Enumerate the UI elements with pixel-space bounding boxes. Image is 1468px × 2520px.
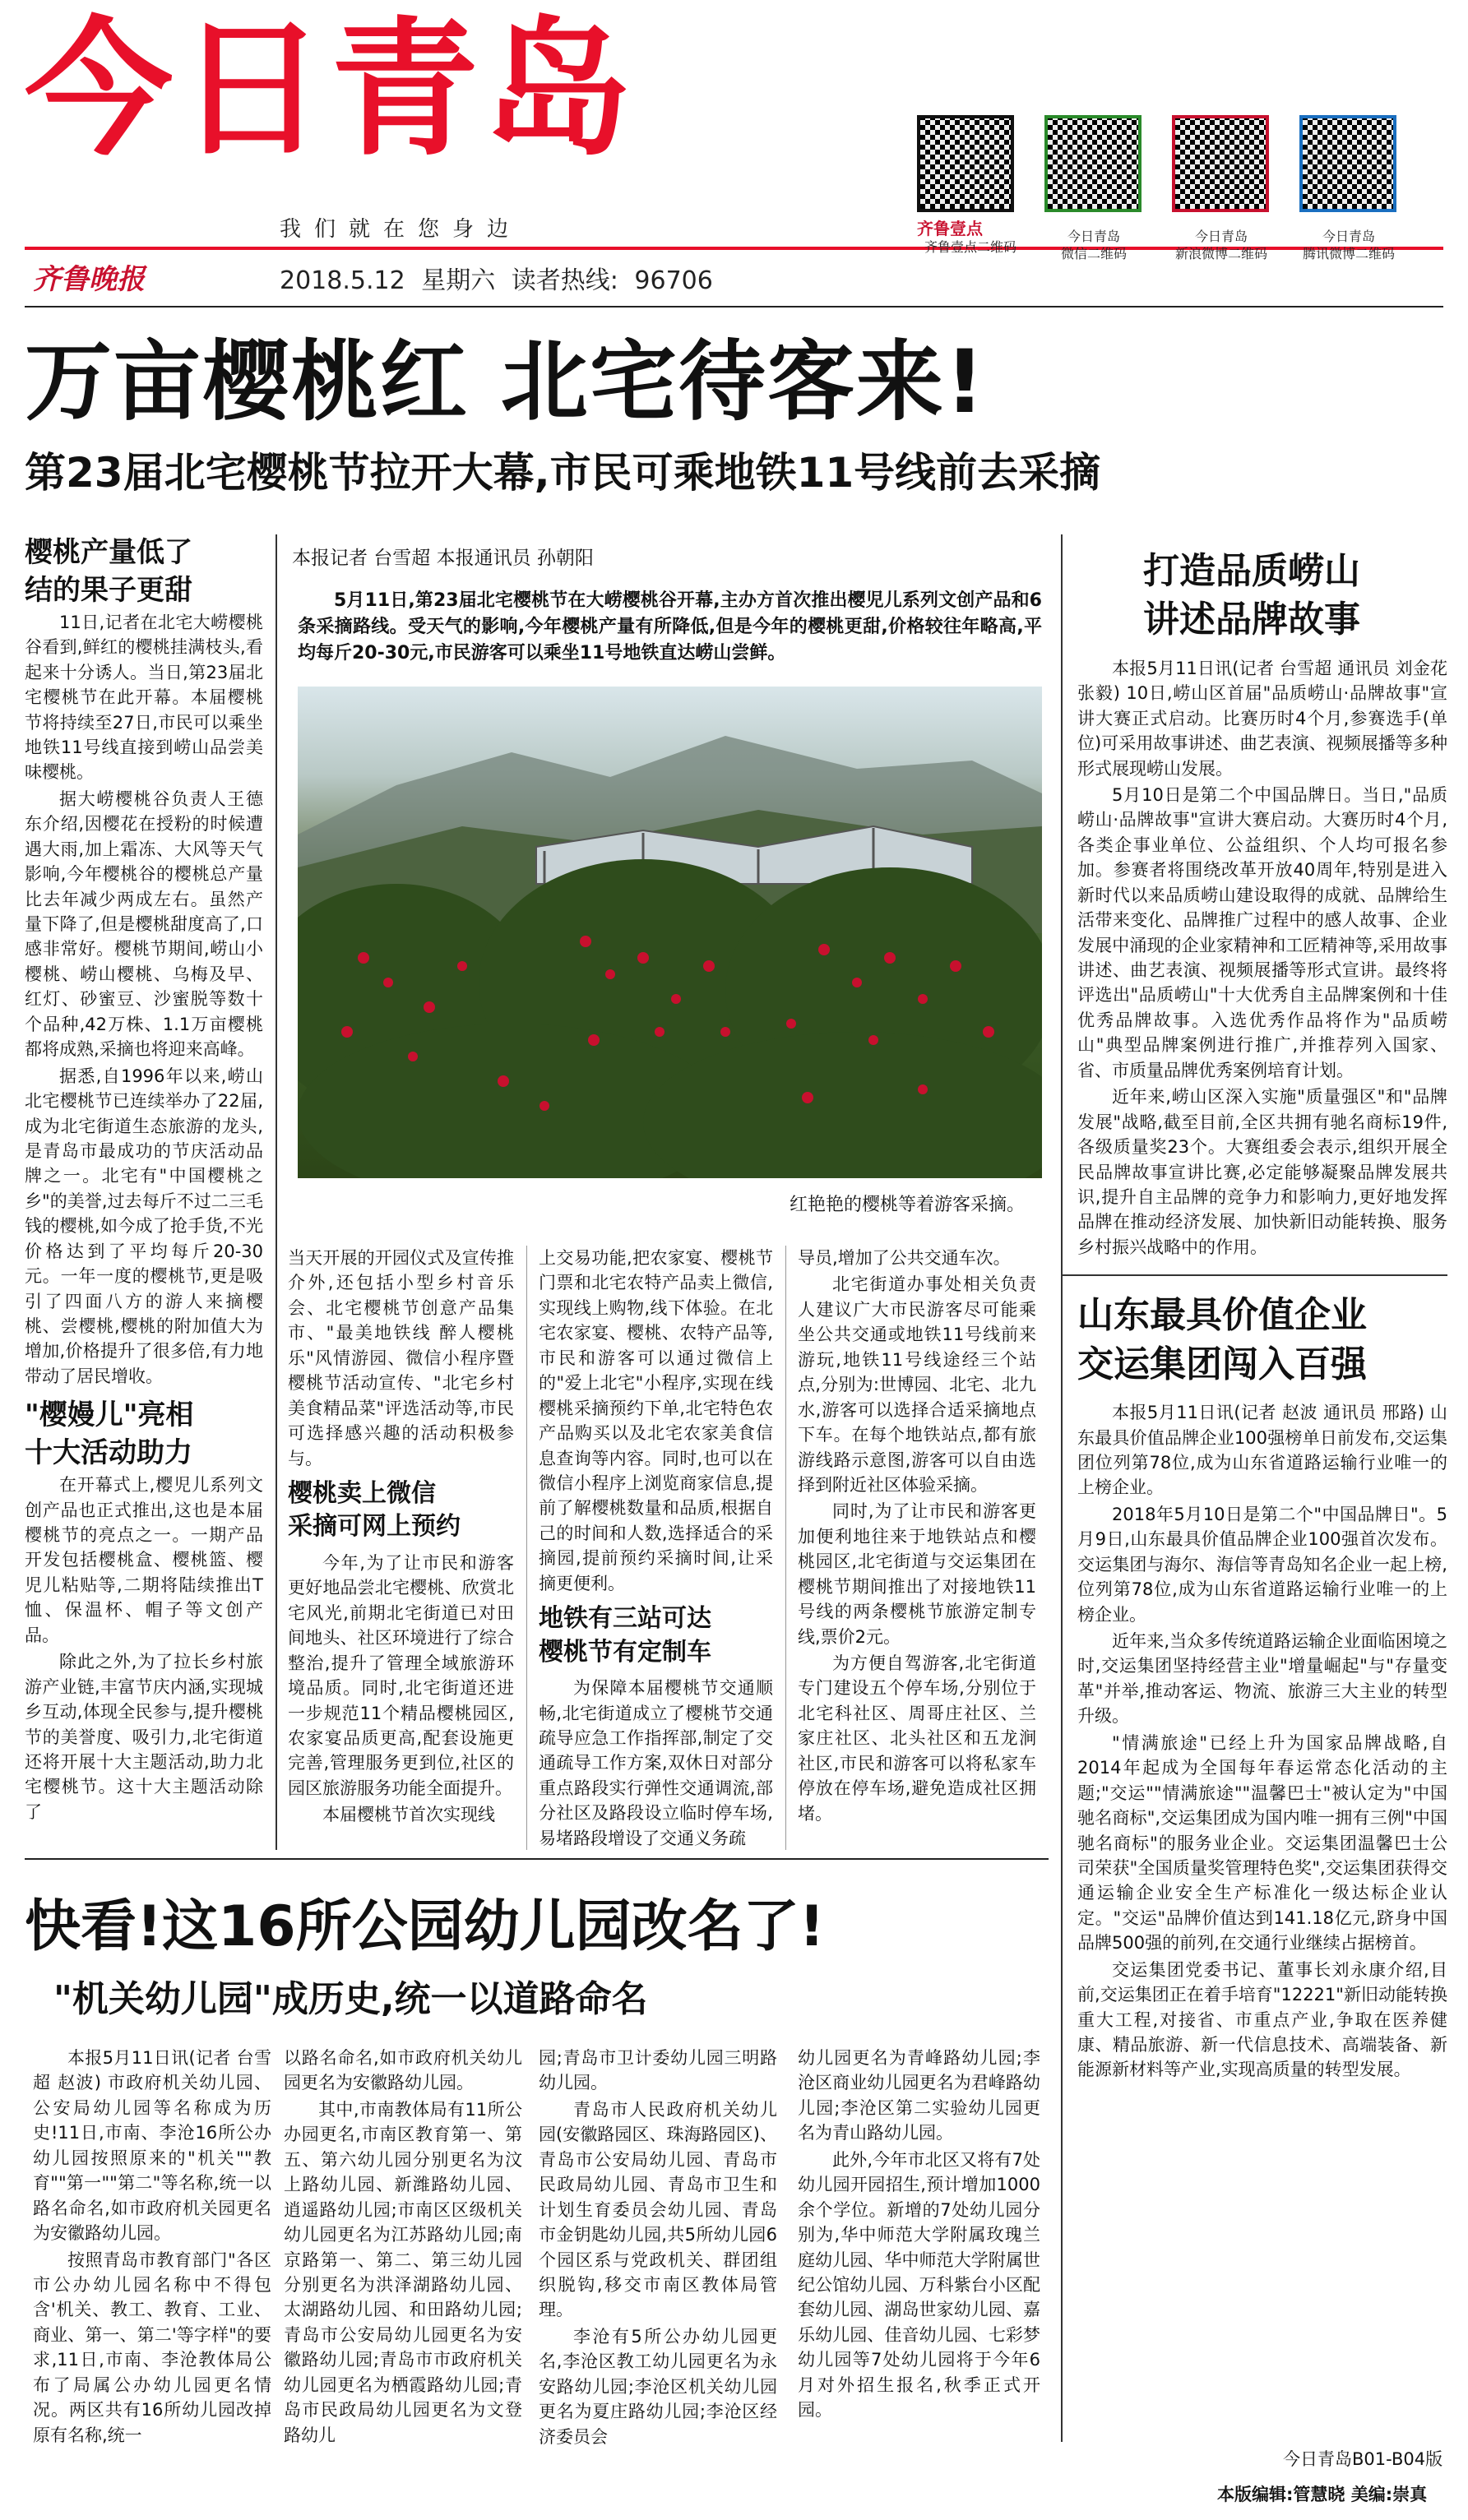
paragraph: 幼儿园更名为青峰路幼儿园;李沧区商业幼儿园更名为君峰路幼儿园;李沧区第二实验幼儿园更名为青山路幼儿园。	[798, 2048, 1040, 2143]
article-body	[25, 1473, 263, 1824]
qr-block-1	[917, 115, 1024, 257]
article-body	[539, 1676, 773, 1851]
article-body	[284, 2046, 522, 2448]
paragraph: 同时,为了让市民和游客更加便利地往来于地铁站点和樱桃园区,北宅街道与交运集团在樱桃节期间推出了对接地铁11号线的两条樱桃节旅游定制专线,票价2元。	[798, 1501, 1036, 1647]
qr-caption: 今日青岛	[1194, 229, 1248, 244]
paragraph: 在开幕式上,樱児儿系列文创产品也正式推出,这也是本届樱桃节的亮点之一。一期产品开发包括樱桃盒、樱桃篮、樱児儿粘贴等,二期将陆续推出T恤、保温杯、帽子等文创产品。	[25, 1475, 263, 1645]
right-column-rule	[1061, 534, 1063, 2442]
paragraph: 为保障本届樱桃节交通顺畅,北宅街道成立了樱桃节交通疏导应急工作指挥部,制定了交通疏导工作方案,双休日对部分重点路段实行弹性交通调流,部分社区及路段设立临时停车场,易堵路段增设了交通义务疏	[539, 1678, 773, 1848]
paragraph: 园;青岛市卫计委幼儿园三明路幼儿园。	[539, 2048, 777, 2093]
paragraph: 11日,记者在北宅大崂樱桃谷看到,鲜红的樱桃挂满枝头,看起来十分诱人。当日,第23届北宅樱桃节在此开幕。本届樱桃节将持续至27日,市民可以乘坐地铁11号线直接到崂山品尝美味樱桃。	[25, 612, 263, 783]
paragraph: 近年来,崂山区深入实施"质量强区"和"品牌发展"战略,截至目前,全区共拥有驰名商标19件,各级质量奖23个。大赛组委会表示,组织开展全民品牌故事宣讲比赛,必定能够凝聚品牌发展共识,提升自主品牌的竞争力和影响力,更好地发挥品牌在推动经济发展、加快新旧动能转换、服务乡村振兴战略中的作用。	[1077, 1087, 1447, 1257]
paragraph: 北宅街道办事处相关负责人建议广大市民游客尽可能乘坐公共交通或地铁11号线前来游玩,地铁11号线途经三个站点,分别为:世博园、北宅、北九水,游客可以选择合适采摘地点下车。在每个地铁站点,都有旅游线路示意图,游客可以自由选择到附近社区体验采摘。	[798, 1274, 1036, 1495]
second-subheadline: "机关幼儿园"成历史,统一以道路命名	[53, 1978, 648, 2020]
paragraph: 按照青岛市教育部门"各区市公办幼儿园名称中不得包含'机关、教工、教育、工业、商业、第一、第二'等字样"的要求,11日,市南、李沧教体局公布了局属公办幼儿园更名情况。两区共有16所幼儿园改掉原有名称,统一	[33, 2250, 271, 2445]
article-body	[25, 610, 263, 1389]
article-body	[798, 1246, 1036, 1826]
paragraph: 5月11日,第23届北宅樱桃节在大崂樱桃谷开幕,主办方首次推出樱児儿系列文创产品和6条采摘路线。受天气的影响,今年樱桃产量有所降低,但是今年的樱桃更甜,价格较往年略高,平均每斤20-30元,市民游客可以乘坐11号地铁直达崂山尝鲜。	[298, 590, 1042, 664]
second-column-2	[284, 2046, 522, 2449]
qr-caption: 今日青岛	[1322, 229, 1375, 244]
paragraph: 近年来,当众多传统道路运输企业面临困境之时,交运集团坚持经营主业"增量崛起"与"存量变革"并举,推动客运、物流、旅游三大主业的转型升级。	[1077, 1631, 1447, 1727]
right-column	[1077, 547, 1447, 2084]
paper-name: 齐鲁晚报	[33, 263, 145, 296]
lead-column-3	[539, 1246, 773, 1852]
photo-illustration	[298, 687, 1042, 1178]
lead-column-2	[288, 1246, 514, 1829]
paragraph: 据大崂樱桃谷负责人王德东介绍,因樱花在授粉的时候遭遇大雨,加上霜冻、大风等天气影响,今年樱桃谷的樱桃总产量比去年减少两成左右。虽然产量下降了,但是樱桃甜度高了,口感非常好。樱桃节期间,崂山小樱桃、崂山樱桃、乌梅及早、红灯、砂蜜豆、沙蜜脱等数十个品种,42万株、1.1万亩樱桃都将成熟,采摘也将迎来高峰。	[25, 788, 263, 1060]
article-body	[33, 2046, 271, 2448]
second-column-4	[798, 2046, 1040, 2425]
header-divider	[25, 306, 1443, 307]
paragraph: 据悉,自1996年以来,崂山北宅樱桃节已连续举办了22届,成为北宅街道生态旅游的龙头,是青岛市最成功的节庆活动品牌之一。北宅有"中国樱桃之乡"的美誉,过去每斤不过二三毛钱的樱桃,如今成了抢手货,不光价格达到了平均每斤20-30元。一年一度的樱桃节,更是吸引了四面八方的游人来摘樱桃、尝樱桃,樱桃的附加值大为增加,价格提升了很多倍,有力地带动了居民增收。	[25, 1066, 263, 1386]
paragraph: "情满旅途"已经上升为国家品牌战略,自2014年起成为全国每年春运常态化活动的主题;"交运""情满旅途""温馨巴士"被认定为"中国驰名商标",交运集团成为国内唯一拥有三例"中国驰名商标"的服务业企业。交运集团温馨巴士公司荣获"全国质量奖管理特色奖",交运集团获得交通运输企业安全生产标准化一级达标企业认定。"交运"品牌价值达到141.18亿元,跻身中国品牌500强的前列,在交通行业继续占据榜首。	[1077, 1732, 1447, 1954]
masthead-title: 今日青岛	[25, 4, 637, 176]
qr-caption: 齐鲁壹点二维码	[924, 239, 1016, 255]
qr-caption: 今日青岛	[1067, 229, 1120, 244]
paragraph: 2018年5月10日是第二个"中国品牌日"。5月9日,山东最具价值品牌企业100强首次发布。交运集团与海尔、海信等青岛知名企业一起上榜,位列第78位,成为山东省道路运输行业唯一的上榜企业。	[1077, 1504, 1447, 1625]
qr-caption: 新浪微博二维码	[1174, 245, 1267, 261]
column-rule	[785, 1246, 786, 1850]
qr-code	[1044, 115, 1142, 212]
paragraph: 此外,今年市北区又将有7处幼儿园开园招生,预计增加1000余个学位。新增的7处幼儿园分别为,华中师范大学附属玫瑰兰庭幼儿园、华中师范大学附属世纪公馆幼儿园、万科紫台小区配套幼儿园、湖岛世家幼儿园、嘉乐幼儿园、佳音幼儿园、七彩梦幼儿园等7处幼儿园将于今年6月对外招生报名,秋季正式开园。	[798, 2149, 1040, 2421]
qr-block-2	[1044, 115, 1143, 263]
section-head: "樱嫚儿"亮相 十大活动助力	[25, 1399, 194, 1470]
article-body	[1077, 1400, 1447, 2083]
paragraph: 本报5月11日讯(记者 台雪超 通讯员 刘金花 张毅) 10日,崂山区首届"品质崂山·品牌故事"宣讲大赛正式启动。比赛历时4个月,参赛选手(单位)可采用故事讲述、曲艺表演、视频展播等多种形式展现崂山发展。	[1077, 658, 1447, 779]
paragraph: 本报5月11日讯(记者 台雪超 赵波) 市政府机关幼儿园、公安局幼儿园等名称成为历史!11日,市南、李沧16所公办幼儿园按照原来的"机关""教育""第一""第二"等名称,统一以路名命名,如市政府机关园更名为安徽路幼儿园。	[33, 2048, 271, 2244]
qr-caption: 腾讯微博二维码	[1302, 245, 1395, 261]
article-body	[1077, 656, 1447, 1260]
dateline: 2018.5.12 星期六 读者热线: 96706	[280, 266, 713, 295]
paragraph: 交运集团党委书记、董事长刘永康介绍,目前,交运集团正在着手培育"12221"新旧动能转换重大工程,对接省、市重点产业,争取在医养健康、精品旅游、新一代信息技术、高端装备、新能源新材料等产业,实现高质量的转型发展。	[1077, 1959, 1447, 2080]
paragraph: 今年,为了让市民和游客更好地品尝北宅樱桃、欣赏北宅风光,前期北宅街道已对田间地头、社区环境进行了综合整治,提升了管理全域旅游环境品质。同时,北宅街道还进一步规范11个精品樱桃园区,农家宴品质更高,配套设施更完善,管理服务更到位,社区的园区旅游服务功能全面提升。	[288, 1552, 514, 1798]
lead-subheadline: 第23届北宅樱桃节拉开大幕,市民可乘地铁11号线前去采摘	[25, 449, 1101, 497]
paragraph: 其中,市南教体局有11所公办园更名,市南区教育第一、第五、第六幼儿园分别更名为汶上路幼儿园、新潍路幼儿园、逍遥路幼儿园;市南区区级机关幼儿园更名为江苏路幼儿园;南京路第一、第二、第三幼儿园分别更名为洪泽湖路幼儿园、太湖路幼儿园、和田路幼儿园;青岛市公安局幼儿园更名为安徽路幼儿园;青岛市市政府机关幼儿园更名为栖霞路幼儿园;青岛市民政局幼儿园更名为文登路幼儿	[284, 2099, 522, 2445]
qr-brand: 齐鲁壹点	[917, 219, 983, 238]
photo-caption: 红艳艳的樱桃等着游客采摘。	[790, 1195, 1026, 1215]
paragraph: 上交易功能,把农家宴、樱桃节门票和北宅农特产品卖上微信,实现线上购物,线下体验。在北宅农家宴、樱桃、农特产品等,市民和游客可以通过微信上的"爱上北宅"小程序,实现在线樱桃采摘预约下单,北宅特色农产品购买以及北宅农家美食信息查询等内容。同时,也可以在微信小程序上浏览商家信息,提前了解樱桃数量和品质,根据自己的时间和人数,选择适合的采摘园,提前预约采摘时间,让采摘更便利。	[539, 1248, 773, 1593]
editors: 本版编辑:管慧晓 美编:崇真	[1217, 2485, 1428, 2504]
column-rule	[526, 1246, 527, 1850]
section-head: 地铁有三站可达 樱桃节有定制车	[539, 1604, 711, 1667]
lead-intro	[298, 588, 1042, 668]
right-divider	[1061, 1274, 1447, 1276]
cherry-orchard-photo	[298, 687, 1042, 1178]
second-headline: 快看!这16所公园幼儿园改名了!	[25, 1894, 825, 1959]
qr-block-3	[1172, 115, 1271, 263]
lead-column-1	[25, 534, 263, 1826]
paragraph: 青岛市人民政府机关幼儿园(安徽路园区、珠海路园区)、青岛市公安局幼儿园、青岛市民政局幼儿园、青岛市卫生和计划生育委员会幼儿园、青岛市金钥匙幼儿园,共5所幼儿园6个园区系与党政机关、群团组织脱钩,移交市南区教体局管理。	[539, 2099, 777, 2320]
section-divider	[25, 1858, 1049, 1860]
paragraph: 本届樱桃节首次实现线	[322, 1805, 495, 1825]
qr-code	[917, 115, 1014, 212]
column-rule	[276, 534, 277, 1850]
slogan: 我们就在您身边	[280, 217, 522, 242]
second-column-1	[33, 2046, 271, 2449]
section-head: 樱桃卖上微信 采摘可网上预约	[288, 1478, 461, 1542]
section-head: 樱桃产量低了 结的果子更甜	[25, 536, 192, 607]
qr-code	[1172, 115, 1269, 212]
qr-block-4	[1299, 115, 1398, 263]
paragraph: 导员,增加了公共交通车次。	[798, 1248, 1011, 1268]
paragraph: 李沧有5所公办幼儿园更名,李沧区教工幼儿园更名为永安路幼儿园;李沧区机关幼儿园更名为夏庄路幼儿园;李沧区经济委员会	[539, 2326, 777, 2447]
paragraph: 5月10日是第二个中国品牌日。当日,"品质崂山·品牌故事"宣讲大赛启动。大赛历时4个月,各类企事业单位、公益组织、个人均可报名参加。参赛者将围绕改革开放40周年,特别是进入新时代以来品质崂山建设取得的成就、品牌给生活带来变化、品牌推广过程中的感人故事、企业发展中涌现的企业家精神和工匠精神等,采用故事讲述、曲艺表演、视频展播等形式宣讲。最终将评选出"品质崂山"十大优秀自主品牌案例和十佳优秀品牌故事。入选优秀作品将作为"品质崂山"典型品牌案例进行推广,并推荐列入国家、省、市质量品牌优秀案例培育计划。	[1077, 784, 1447, 1080]
article-body	[288, 1246, 514, 1471]
article-body	[539, 2046, 777, 2449]
paragraph: 为方便自驾游客,北宅街道专门建设五个停车场,分别位于北宅科社区、周哥庄社区、兰家庄社区、北头社区和五龙涧社区,市民和游客可以将私家车停放在停车场,避免造成社区拥堵。	[798, 1653, 1036, 1824]
article-body	[798, 2046, 1040, 2423]
paragraph: 以路名命名,如市政府机关幼儿园更名为安徽路幼儿园。	[284, 2048, 522, 2093]
article-body	[288, 1551, 514, 1828]
qr-code	[1299, 115, 1396, 212]
paragraph: 当天开展的开园仪式及宣传推介外,还包括小型乡村音乐会、北宅樱桃节创意产品集市、"最美地铁线 醉人樱桃乐"风情游园、微信小程序暨樱桃节活动宣传、"北宅乡村美食精品菜"评选活动等,市民可选择感兴趣的活动积极参与。	[288, 1248, 514, 1468]
qr-caption: 微信二维码	[1060, 245, 1127, 261]
paragraph: 除此之外,为了拉长乡村旅游产业链,丰富节庆内涵,实现城乡互动,体现全民参与,提升樱桃节的美誉度、吸引力,北宅街道还将开展十大主题活动,助力北宅樱桃节。这十大主题活动除了	[25, 1652, 263, 1822]
right-article-head: 打造品质崂山 讲述品牌故事	[1143, 550, 1360, 641]
lead-column-4	[798, 1246, 1036, 1828]
byline: 本报记者 台雪超 本报通讯员 孙朝阳	[292, 548, 594, 569]
second-column-3	[539, 2046, 777, 2451]
article-body	[539, 1246, 773, 1596]
right-article-head: 山东最具价值企业 交运集团闯入百强	[1077, 1294, 1367, 1385]
page-number: 今日青岛B01-B04版	[1283, 2449, 1443, 2469]
paragraph: 本报5月11日讯(记者 赵波 通讯员 邢路) 山东最具价值品牌企业100强榜单日前发布,交运集团位列第78位,成为山东省道路运输行业唯一的上榜企业。	[1077, 1403, 1447, 1498]
lead-headline: 万亩樱桃红 北宅待客来!	[25, 331, 987, 432]
